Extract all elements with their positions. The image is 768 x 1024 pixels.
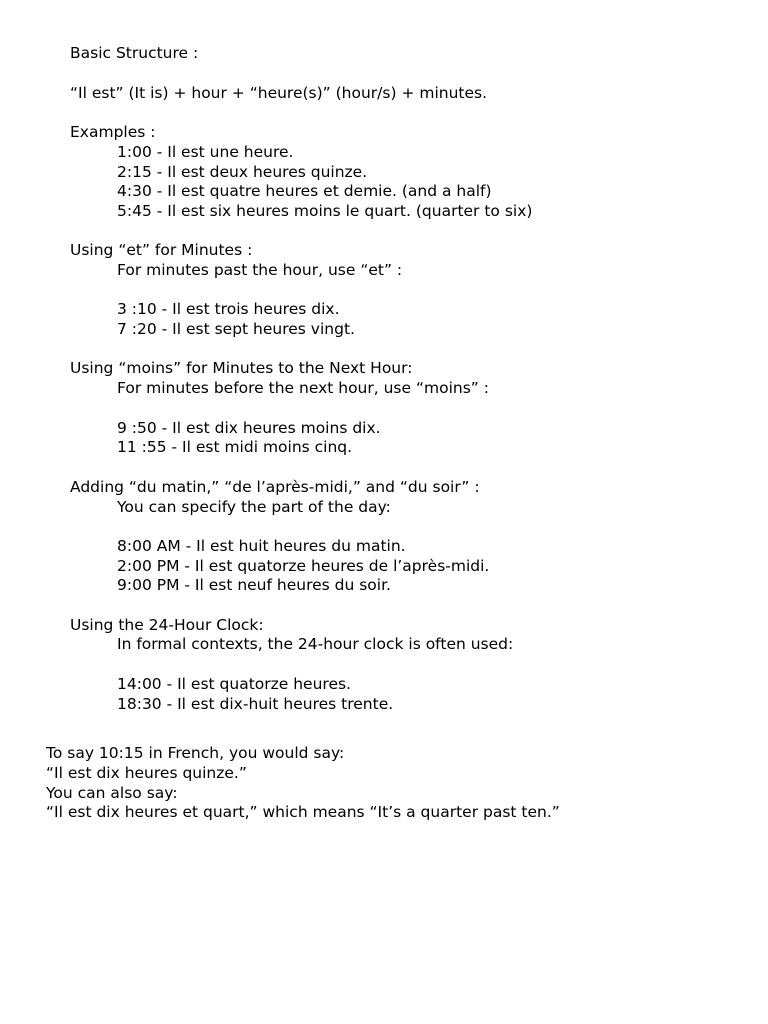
closing-line: To say 10:15 in French, you would say: <box>46 744 345 762</box>
example-line: 1:00 - Il est une heure. <box>117 143 294 161</box>
example-line: 11 :55 - Il est midi moins cinq. <box>117 438 353 456</box>
section-heading-using-et: Using “et” for Minutes : <box>70 241 253 259</box>
example-line: 7 :20 - Il est sept heures vingt. <box>117 320 355 338</box>
section-intro: For minutes past the hour, use “et” : <box>117 261 403 279</box>
section-heading-basic-structure: Basic Structure : <box>70 44 199 62</box>
example-line: 2:00 PM - Il est quatorze heures de l’après-midi. <box>117 557 490 575</box>
closing-line: “Il est dix heures quinze.” <box>46 764 247 782</box>
example-line: 9 :50 - Il est dix heures moins dix. <box>117 419 381 437</box>
example-line: 4:30 - Il est quatre heures et demie. (and a half) <box>117 182 492 200</box>
section-heading-24-hour-clock: Using the 24-Hour Clock: <box>70 616 264 634</box>
section-heading-part-of-day: Adding “du matin,” “de l’après-midi,” and “du soir” : <box>70 478 480 496</box>
example-line: 8:00 AM - Il est huit heures du matin. <box>117 537 406 555</box>
section-heading-examples: Examples : <box>70 123 156 141</box>
section-heading-using-moins: Using “moins” for Minutes to the Next Hour: <box>70 359 413 377</box>
example-line: 5:45 - Il est six heures moins le quart. (quarter to six) <box>117 202 533 220</box>
section-intro: You can specify the part of the day: <box>117 498 391 516</box>
section-intro: For minutes before the next hour, use “moins” : <box>117 379 489 397</box>
closing-line: You can also say: <box>46 784 178 802</box>
example-line: 3 :10 - Il est trois heures dix. <box>117 300 340 318</box>
section-intro: In formal contexts, the 24-hour clock is often used: <box>117 635 514 653</box>
closing-line: “Il est dix heures et quart,” which means “It’s a quarter past ten.” <box>46 803 560 821</box>
example-line: 2:15 - Il est deux heures quinze. <box>117 163 368 181</box>
example-line: 18:30 - Il est dix-huit heures trente. <box>117 695 394 713</box>
example-line: 9:00 PM - Il est neuf heures du soir. <box>117 576 391 594</box>
example-line: 14:00 - Il est quatorze heures. <box>117 675 351 693</box>
basic-structure-rule: “Il est” (It is) + hour + “heure(s)” (hour/s) + minutes. <box>70 84 488 102</box>
